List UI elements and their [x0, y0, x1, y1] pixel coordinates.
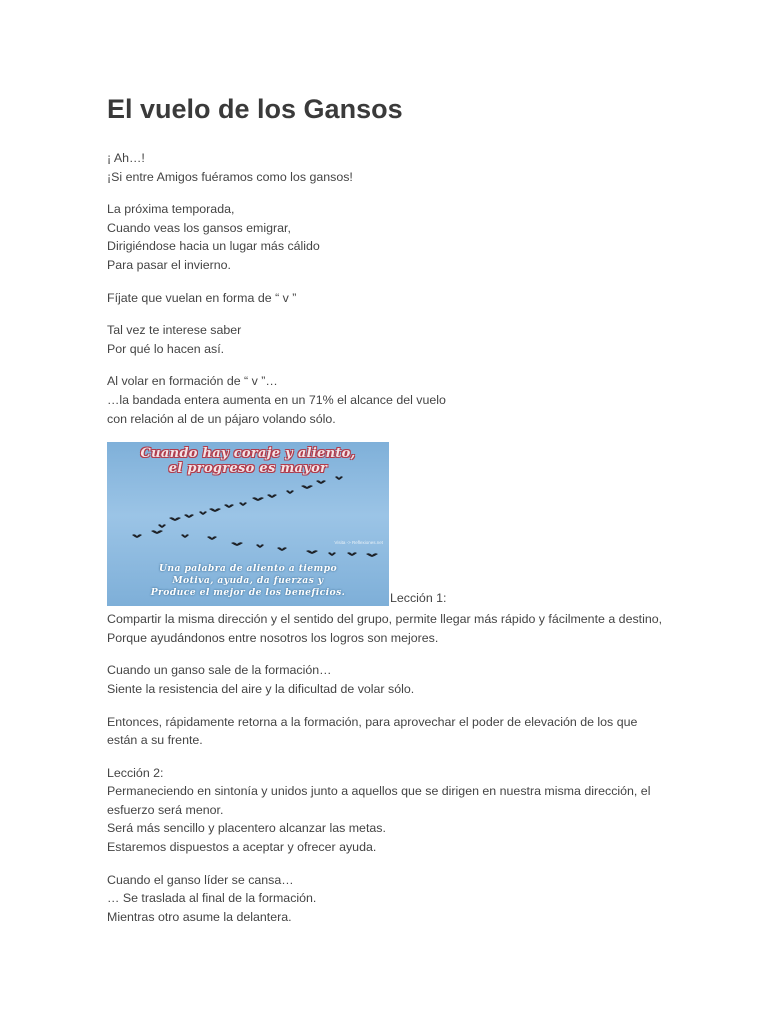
goose-silhouette	[301, 485, 313, 489]
goose-silhouette	[132, 534, 142, 538]
bottom-paragraphs	[107, 610, 667, 926]
paragraph	[107, 713, 667, 750]
image-title	[107, 446, 389, 476]
top-paragraphs	[107, 149, 667, 428]
text-line: Será más sencillo y placentero alcanzar las metas.	[107, 821, 386, 836]
geese-image	[107, 442, 389, 606]
document-page	[107, 90, 667, 940]
paragraph	[107, 149, 667, 186]
text-line: Dirigiéndose hacia un lugar más cálido	[107, 239, 320, 254]
goose-silhouette	[209, 508, 221, 512]
goose-silhouette	[306, 550, 318, 554]
goose-silhouette	[328, 552, 336, 556]
goose-silhouette	[256, 544, 264, 548]
goose-silhouette	[267, 494, 277, 498]
figure-row	[107, 442, 667, 606]
goose-silhouette	[207, 536, 217, 540]
text-line: Permaneciendo en sintonía y unidos junto a aquellos que se dirigen en nuestra misma dirección, el esfuerzo será menor.	[107, 784, 651, 817]
paragraph	[107, 610, 667, 647]
text-line: Lección 2:	[107, 765, 164, 780]
text-line: Estaremos dispuestos a aceptar y ofrecer ayuda.	[107, 840, 377, 855]
goose-silhouette	[366, 553, 378, 557]
goose-silhouette	[199, 511, 207, 515]
paragraph	[107, 661, 667, 698]
paragraph	[107, 289, 667, 308]
paragraph	[107, 200, 667, 274]
image-caption-line-1: Una palabra de aliento a tiempo	[159, 563, 337, 575]
goose-silhouette	[239, 502, 247, 506]
goose-silhouette	[277, 547, 287, 551]
goose-silhouette	[347, 552, 357, 556]
goose-silhouette	[169, 517, 181, 521]
image-caption-line-3: Produce el mejor de los beneficios.	[150, 587, 346, 599]
lesson-1-label: Lección 1:	[390, 591, 447, 606]
text-line: Cuando el ganso líder se cansa…	[107, 872, 294, 887]
text-line: Al volar en formación de “ v ”…	[107, 374, 278, 389]
image-title-line-2: el progreso es mayor	[168, 461, 328, 477]
text-line: Tal vez te interese saber	[107, 323, 242, 338]
text-line: Para pasar el invierno.	[107, 257, 231, 272]
goose-silhouette	[316, 480, 326, 484]
text-line: …la bandada entera aumenta en un 71% el alcance del vuelo	[107, 392, 446, 407]
text-line: ¡Si entre Amigos fuéramos como los gansos!	[107, 169, 353, 184]
goose-silhouette	[286, 490, 294, 494]
text-line: Compartir la misma dirección y el sentido del grupo, permite llegar más rápido y fácilmente a destino,	[107, 612, 663, 627]
text-line: Porque ayudándonos entre nosotros los logros son mejores.	[107, 630, 439, 645]
goose-silhouette	[224, 504, 234, 508]
text-line: con relación al de un pájaro volando sólo.	[107, 411, 336, 426]
text-line: Siente la resistencia del aire y la dificultad de volar sólo.	[107, 681, 415, 696]
paragraph	[107, 871, 667, 927]
goose-silhouette	[151, 530, 163, 534]
text-line: Fíjate que vuelan en forma de “ v ”	[107, 290, 297, 305]
text-line: Mientras otro asume la delantera.	[107, 909, 292, 924]
goose-silhouette	[231, 542, 243, 546]
image-title-line-1: Cuando hay coraje y aliento,	[140, 446, 356, 462]
image-caption-line-2: Motiva, ayuda, da fuerzas y	[172, 575, 324, 587]
text-line: Cuando veas los gansos emigrar,	[107, 220, 291, 235]
goose-silhouette	[335, 476, 343, 480]
text-line: ¡ Ah…!	[107, 151, 145, 165]
text-line: Entonces, rápidamente retorna a la formación, para aprovechar el poder de elevación de los que están a su frente.	[107, 714, 638, 748]
page-title: El vuelo de los Gansos	[107, 94, 403, 124]
text-line: Por qué lo hacen así.	[107, 341, 225, 356]
image-caption	[107, 563, 389, 599]
goose-silhouette	[158, 524, 166, 528]
goose-silhouette	[184, 514, 194, 518]
paragraph	[107, 764, 667, 857]
paragraph	[107, 321, 667, 358]
paragraph	[107, 372, 667, 428]
goose-silhouette	[252, 497, 264, 501]
text-line: La próxima temporada,	[107, 202, 235, 217]
text-line: … Se traslada al final de la formación.	[107, 891, 317, 906]
text-line: Cuando un ganso sale de la formación…	[107, 663, 332, 678]
image-watermark: Visita -> Reflexiones.net	[334, 540, 383, 546]
goose-silhouette	[181, 534, 189, 538]
